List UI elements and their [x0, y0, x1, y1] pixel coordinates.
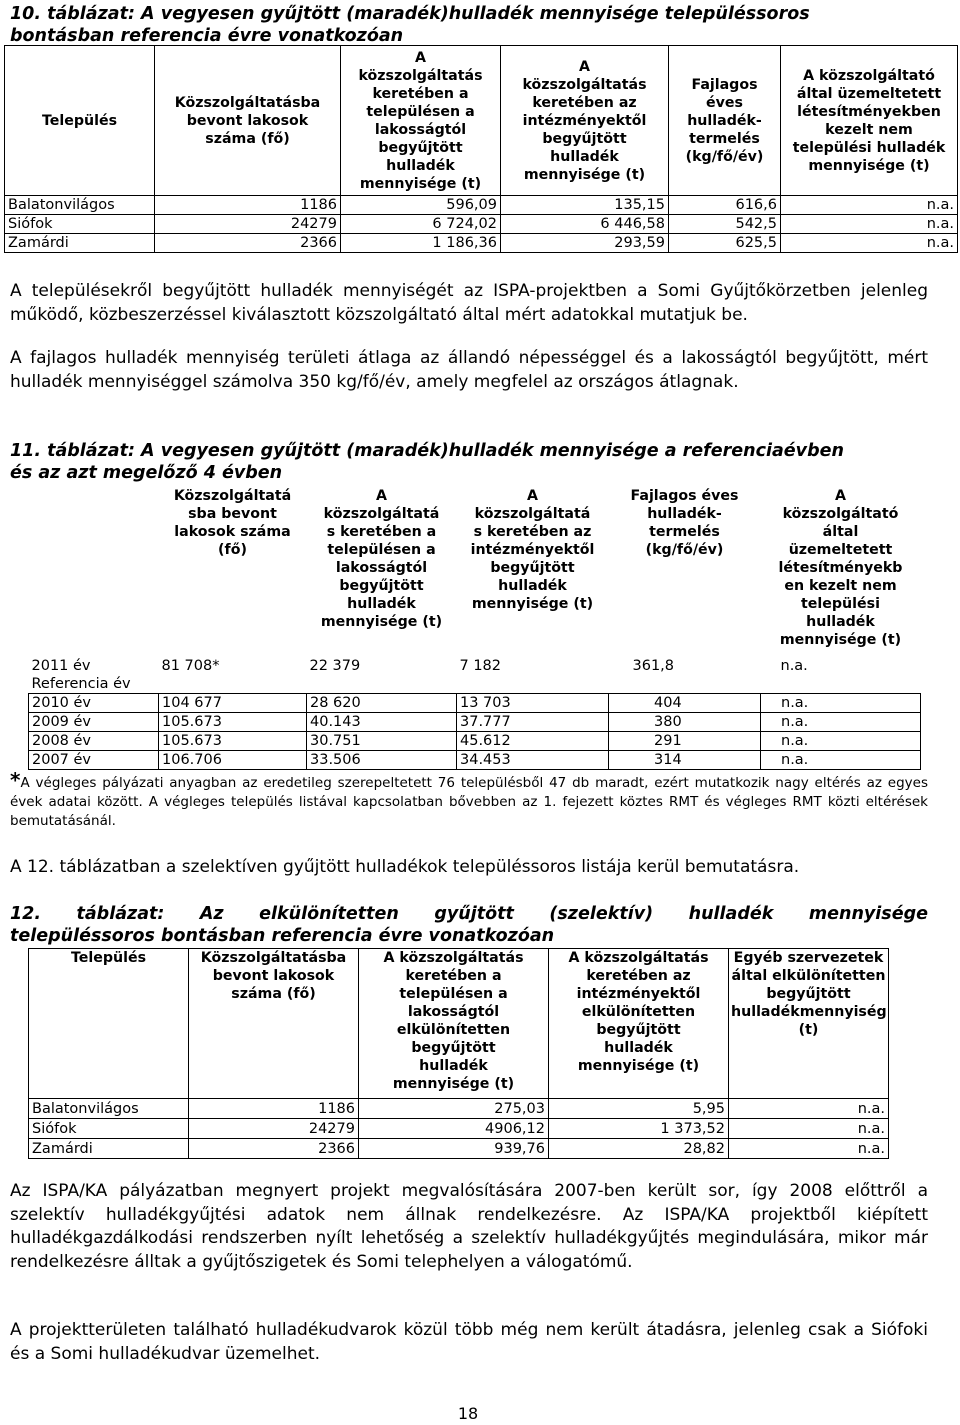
table10-header-cell: Település	[5, 46, 155, 196]
table-cell: 542,5	[669, 215, 781, 234]
paragraph-waste-yards: A projektterületen található hulladékudvarok közül több még nem került átadásra, jelenleg csak a Siófoki és a Somi hulladékudvar üzemelhet.	[10, 1320, 928, 1364]
table-cell: n.a.	[729, 1139, 889, 1159]
table-row	[5, 215, 958, 234]
table-cell: 28 620	[307, 694, 457, 713]
table12-header-cell: Egyéb szervezetek által elkülönítetten begyűjtött hulladékmennyiség (t)	[729, 949, 889, 1099]
table-cell: 2009 év	[29, 713, 159, 732]
table12-header-cell: Település	[29, 949, 189, 1099]
table-cell: Zamárdi	[29, 1139, 189, 1159]
table-cell: 6 724,02	[341, 215, 501, 234]
table12-title-line2: településsoros bontásban referencia évre vonatkozóan	[10, 926, 555, 946]
table-cell: 1186	[155, 196, 341, 215]
table12-header-cell: A közszolgáltatás keretében a településen a lakosságtól elkülönítetten begyűjtött hulladék mennyisége (t)	[359, 949, 549, 1099]
table12-title-line1: 12. táblázat: Az elkülönítetten gyűjtött (szelektív) hulladék mennyisége	[10, 904, 928, 924]
table-cell: 291	[609, 732, 761, 751]
table-cell: 625,5	[669, 234, 781, 253]
table10-header-cell: A közszolgáltató által üzemeltetett létesítményekben kezelt nem települési hulladék mennyisége (t)	[781, 46, 958, 196]
table-row	[5, 196, 958, 215]
table11	[28, 487, 921, 770]
page-number: 18	[457, 1404, 479, 1423]
table-cell: 104 677	[159, 694, 307, 713]
footnote	[10, 768, 928, 831]
table-cell: 37.777	[457, 713, 609, 732]
footnote-star: *	[10, 768, 21, 792]
table-cell: 2366	[189, 1139, 359, 1159]
table-cell: 361,8	[632, 658, 675, 674]
table-cell: n.a.	[781, 215, 958, 234]
table-cell: 275,03	[359, 1099, 549, 1119]
footnote-text: A végleges pályázati anyagban az eredetileg szerepeltetett 76 településből 47 db maradt, ezért mutatkozik nagy eltérés az egyes évek adatai között. A végleges település listával kapcsolatban bővebben az 1. fejezett köztes RMT és végleges RMT közti eltérések bemutatásánál.	[10, 775, 928, 829]
table-cell: 81 708*	[161, 658, 220, 674]
table-row	[29, 1139, 889, 1159]
table-cell: 40.143	[307, 713, 457, 732]
table-cell: 939,76	[359, 1139, 549, 1159]
table-cell: 135,15	[501, 196, 669, 215]
table-row	[29, 694, 921, 713]
table-cell: n.a.	[781, 234, 958, 253]
table-cell-empty	[457, 675, 609, 694]
table-cell-empty	[159, 675, 307, 694]
paragraph-table12-intro: A 12. táblázatban a szelektíven gyűjtött hulladékok településsoros listája kerül bemutatásra.	[10, 857, 800, 877]
table12-header-cell: Közszolgáltatásba bevont lakosok száma (fő)	[189, 949, 359, 1099]
table12-header-cell: A közszolgáltatás keretében az intézményektől elkülönítetten begyűjtött hulladék mennyisége (t)	[549, 949, 729, 1099]
table10-header-cell: Fajlagos éves hulladék- termelés (kg/fő/év)	[669, 46, 781, 196]
table-cell: 596,09	[341, 196, 501, 215]
table-row	[29, 751, 921, 770]
table11-title-line1: 11. táblázat: A vegyesen gyűjtött (maradék)hulladék mennyisége a referenciaévben	[10, 441, 844, 461]
table-cell: n.a.	[761, 713, 921, 732]
table-row-reference	[29, 657, 921, 675]
table-row-reference-sub	[29, 675, 921, 694]
table-cell: n.a.	[761, 732, 921, 751]
table-cell: Referencia év	[31, 676, 131, 692]
table10-title-line1: 10. táblázat: A vegyesen gyűjtött (maradék)hulladék mennyisége településsoros	[10, 4, 810, 24]
table-cell: 2007 év	[29, 751, 159, 770]
table11-header-cell: Fajlagos éves hulladék- termelés (kg/fő/év)	[630, 488, 739, 558]
table-cell: 2011 év	[31, 658, 91, 674]
table11-title	[10, 440, 955, 484]
table-cell-empty	[609, 675, 761, 694]
table-cell: 5,95	[549, 1099, 729, 1119]
table10-header-cell: Közszolgáltatásba bevont lakosok száma (fő)	[155, 46, 341, 196]
table10-title	[10, 3, 955, 47]
table10-header-row	[5, 46, 958, 196]
table-cell: n.a.	[729, 1099, 889, 1119]
table-cell: n.a.	[781, 196, 958, 215]
table-cell: 33.506	[307, 751, 457, 770]
table-cell: Zamárdi	[5, 234, 155, 253]
table-cell: 1 373,52	[549, 1119, 729, 1139]
paragraph-ispa-project: Az ISPA/KA pályázatban megnyert projekt megvalósítására 2007-ben került sor, így 2008 előttről a szelektív hulladékgyűjtési adatok nem állnak rendelkezésre. Az ISPA/KA projektből kiépített hulladékgazdálkodási rendszerben nyílt lehetőség a szelektív hulladékgyűjtés megindulására, mikor már rendelkezésre álltak a gyűjtőszigetek és Somi telephelyen a válogatómű.	[10, 1181, 928, 1272]
table12-title	[10, 903, 928, 947]
table-cell: 2008 év	[29, 732, 159, 751]
table-cell: 404	[609, 694, 761, 713]
table-row	[29, 1099, 889, 1119]
table-cell: 105.673	[159, 713, 307, 732]
table-cell: Balatonvilágos	[5, 196, 155, 215]
table-cell: 13 703	[457, 694, 609, 713]
table11-header-cell: A közszolgáltatá s keretében a településen a lakosságtól begyűjtött hulladék mennyisége (t)	[320, 488, 443, 630]
table-row	[5, 234, 958, 253]
table-cell: n.a.	[780, 658, 808, 674]
table-cell: Balatonvilágos	[29, 1099, 189, 1119]
table-cell: 1 186,36	[341, 234, 501, 253]
table-cell: 293,59	[501, 234, 669, 253]
table-cell: 314	[609, 751, 761, 770]
paragraph-average: A fajlagos hulladék mennyiség területi átlaga az állandó népességgel és a lakosságtól begyűjtött, mért hulladék mennyiséggel számolva 350 kg/fő/év, amely megfelel az országos átlagnak.	[10, 348, 928, 392]
paragraph-data-source: A településekről begyűjtött hulladék mennyiségét az ISPA-projektben a Somi Gyűjtőkörzetben jelenleg működő, közbeszerzéssel kiválasztott közszolgáltató által mért adatokkal mutatjuk be.	[10, 281, 928, 325]
table-cell: 2010 év	[29, 694, 159, 713]
table-cell: 616,6	[669, 196, 781, 215]
table-cell: 1186	[189, 1099, 359, 1119]
table-row	[29, 713, 921, 732]
table10-header-cell: A közszolgáltatás keretében az intézményektől begyűjtött hulladék mennyisége (t)	[501, 46, 669, 196]
table12-header-row	[29, 949, 889, 1099]
table-cell: 24279	[155, 215, 341, 234]
table-cell: Siófok	[5, 215, 155, 234]
table-row	[29, 732, 921, 751]
table-cell: 7 182	[459, 658, 502, 674]
table10	[4, 45, 958, 253]
table-cell: 28,82	[549, 1139, 729, 1159]
table11-header-cell: Közszolgáltatá sba bevont lakosok száma (fő)	[173, 488, 292, 558]
table-cell: 30.751	[307, 732, 457, 751]
table-cell: 6 446,58	[501, 215, 669, 234]
table-cell: 24279	[189, 1119, 359, 1139]
table-cell: Siófok	[29, 1119, 189, 1139]
table-cell: 2366	[155, 234, 341, 253]
table11-header-cell	[29, 487, 159, 657]
table-cell: n.a.	[761, 694, 921, 713]
table-cell-empty	[307, 675, 457, 694]
table-cell: n.a.	[729, 1119, 889, 1139]
table-row	[29, 1119, 889, 1139]
table-cell: 22 379	[309, 658, 361, 674]
table10-header-cell: A közszolgáltatás keretében a településen a lakosságtól begyűjtött hulladék mennyisége (t)	[341, 46, 501, 196]
table-cell-empty	[761, 675, 921, 694]
table-cell: 105.673	[159, 732, 307, 751]
table11-title-line2: és az azt megelőző 4 évben	[10, 463, 283, 483]
table-cell: 45.612	[457, 732, 609, 751]
table11-header-cell: A közszolgáltatá s keretében az intézményektől begyűjtött hulladék mennyisége (t)	[470, 488, 595, 612]
table-cell: n.a.	[761, 751, 921, 770]
table10-title-line2: bontásban referencia évre vonatkozóan	[10, 26, 404, 46]
table-cell: 106.706	[159, 751, 307, 770]
table11-header-row	[29, 487, 921, 657]
table-cell: 4906,12	[359, 1119, 549, 1139]
table-cell: 34.453	[457, 751, 609, 770]
table-cell: 380	[609, 713, 761, 732]
table12	[28, 948, 889, 1159]
table11-header-cell: A közszolgáltató által üzemeltetett létesítményekb en kezelt nem települési hulladék mennyisége (t)	[778, 488, 903, 648]
